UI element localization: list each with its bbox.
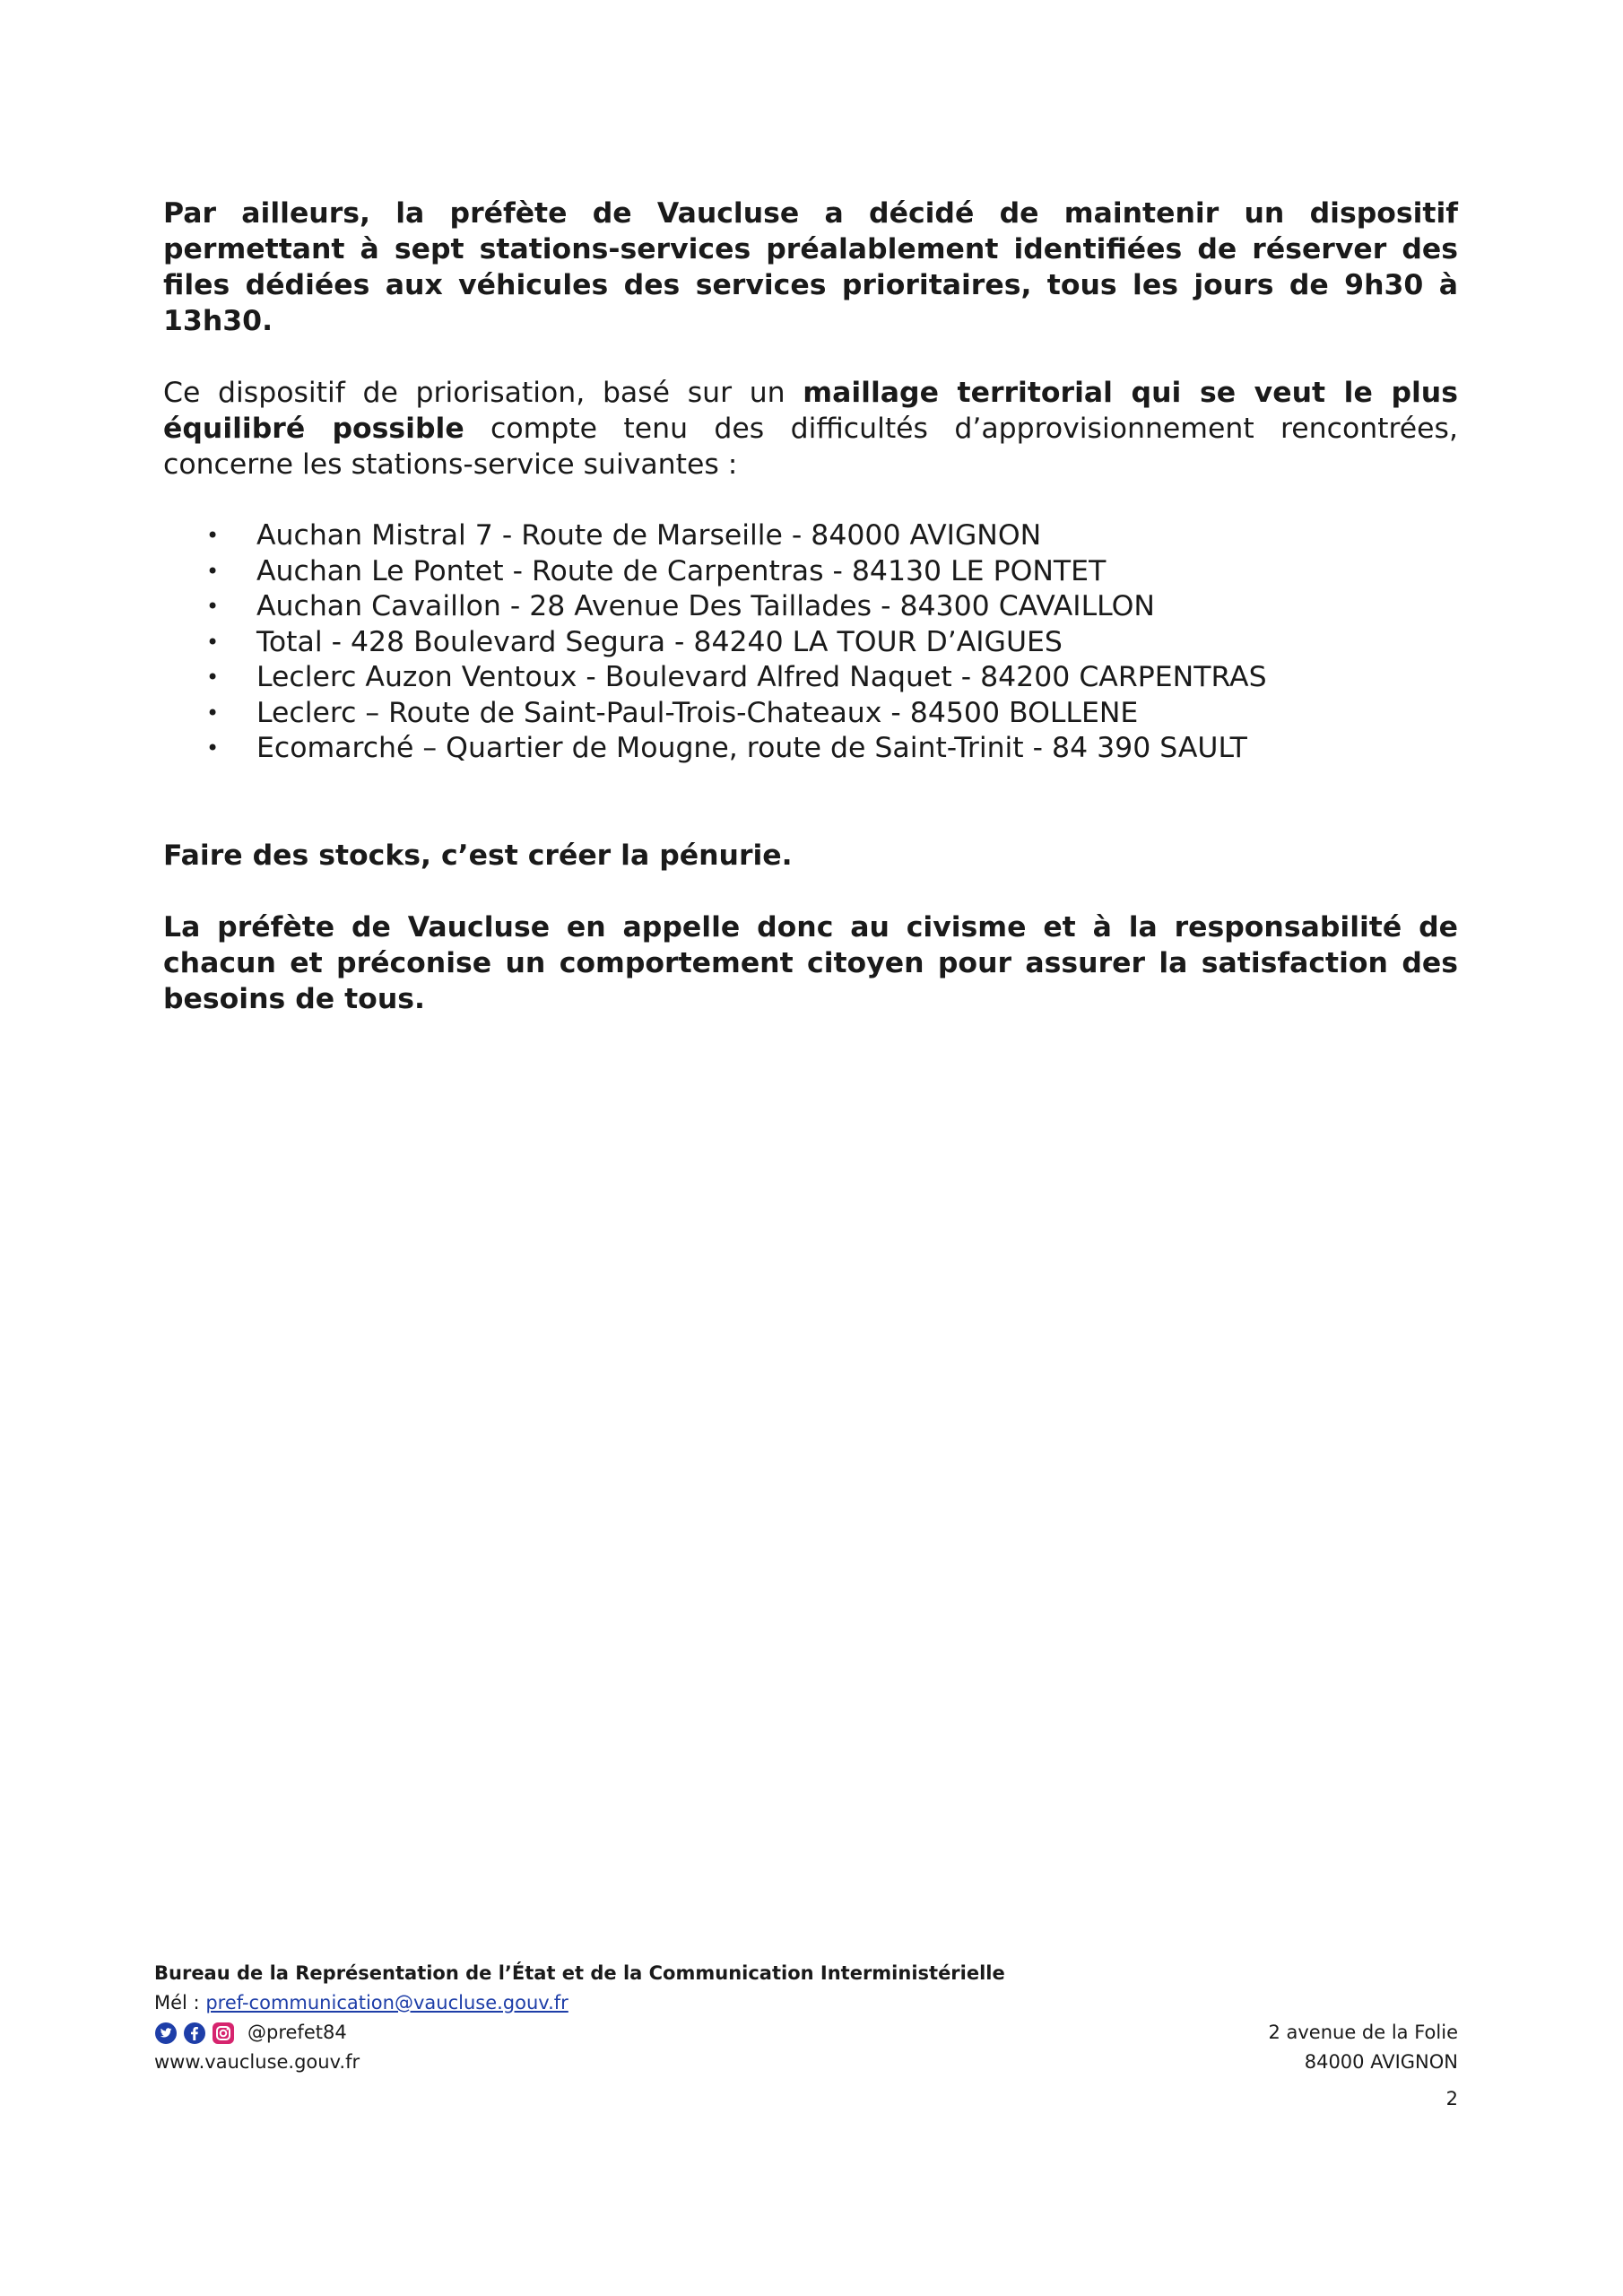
social-handle: @prefet84 [247, 2022, 347, 2043]
mail-link[interactable]: pref-communication@vaucluse.gouv.fr [205, 1992, 568, 2013]
bullet: • [206, 700, 220, 726]
mail-line [154, 1988, 1458, 2018]
bullet: • [206, 629, 220, 655]
address-line-1: 2 avenue de la Folie [1268, 2022, 1458, 2043]
list-item [163, 625, 1458, 661]
civic-appeal: La préfète de Vaucluse en appelle donc au civisme et à la responsabilité de chacun et préconise un comportement citoyen pour assurer la satisfaction des besoins de tous. [163, 910, 1458, 1015]
website-link[interactable]: www.vaucluse.gouv.fr [154, 2051, 360, 2073]
list-item [163, 731, 1458, 767]
stations-list [163, 518, 1458, 767]
station-text: Total - 428 Boulevard Segura - 84240 LA TOUR D’AIGUES [256, 625, 1063, 658]
priority-paragraph-end: compte tenu des difficultés d’approvisionnement rencontrées, concerne les stations-service suivantes : [163, 413, 1458, 481]
list-item [163, 660, 1458, 696]
twitter-icon[interactable] [154, 2022, 178, 2045]
station-text: Auchan Le Pontet - Route de Carpentras - 84130 LE PONTET [256, 554, 1107, 587]
bullet: • [206, 735, 220, 761]
list-item [163, 589, 1458, 625]
priority-paragraph-bold: maillage territorial qui se veut le plus équilibré possible [163, 377, 1458, 445]
bullet: • [206, 523, 220, 548]
page-number: 2 [1445, 2088, 1458, 2109]
station-text: Ecomarché – Quartier de Mougne, route de Saint-Trinit - 84 390 SAULT [256, 732, 1247, 764]
bureau-name: Bureau de la Représentation de l’État et de la Communication Interministérielle [154, 1962, 1005, 1984]
list-item [163, 554, 1458, 590]
social-row [154, 2018, 1458, 2048]
station-text: Leclerc Auzon Ventoux - Boulevard Alfred Naquet - 84200 CARPENTRAS [256, 661, 1267, 693]
facebook-icon[interactable] [183, 2022, 206, 2045]
address-line-2: 84000 AVIGNON [1304, 2051, 1458, 2073]
mail-label: Mél : [154, 1992, 206, 2013]
intro-paragraph: Par ailleurs, la préfète de Vaucluse a décidé de maintenir un dispositif permettant à sept stations-services préalablement identifiées de réserver des files dédiées aux véhicules des services prioritaires, tous les jours de 9h30 à 13h30. [163, 197, 1458, 337]
priority-paragraph-start: Ce dispositif de priorisation, basé sur un [163, 377, 803, 409]
station-text: Auchan Cavaillon - 28 Avenue Des Taillades - 84300 CAVAILLON [256, 590, 1155, 622]
station-text: Auchan Mistral 7 - Route de Marseille - 84000 AVIGNON [256, 519, 1042, 552]
instagram-icon[interactable] [212, 2022, 235, 2045]
page-footer [154, 1959, 1458, 2109]
bullet: • [206, 594, 220, 619]
bullet: • [206, 558, 220, 584]
station-text: Leclerc – Route de Saint-Paul-Trois-Chateaux - 84500 BOLLENE [256, 696, 1139, 729]
bullet: • [206, 665, 220, 690]
document-body [163, 196, 1458, 1017]
stocks-warning: Faire des stocks, c’est créer la pénurie. [163, 839, 793, 872]
postal-address [1268, 2018, 1458, 2077]
priority-paragraph [163, 375, 1458, 483]
list-item [163, 518, 1458, 554]
list-item [163, 696, 1458, 732]
